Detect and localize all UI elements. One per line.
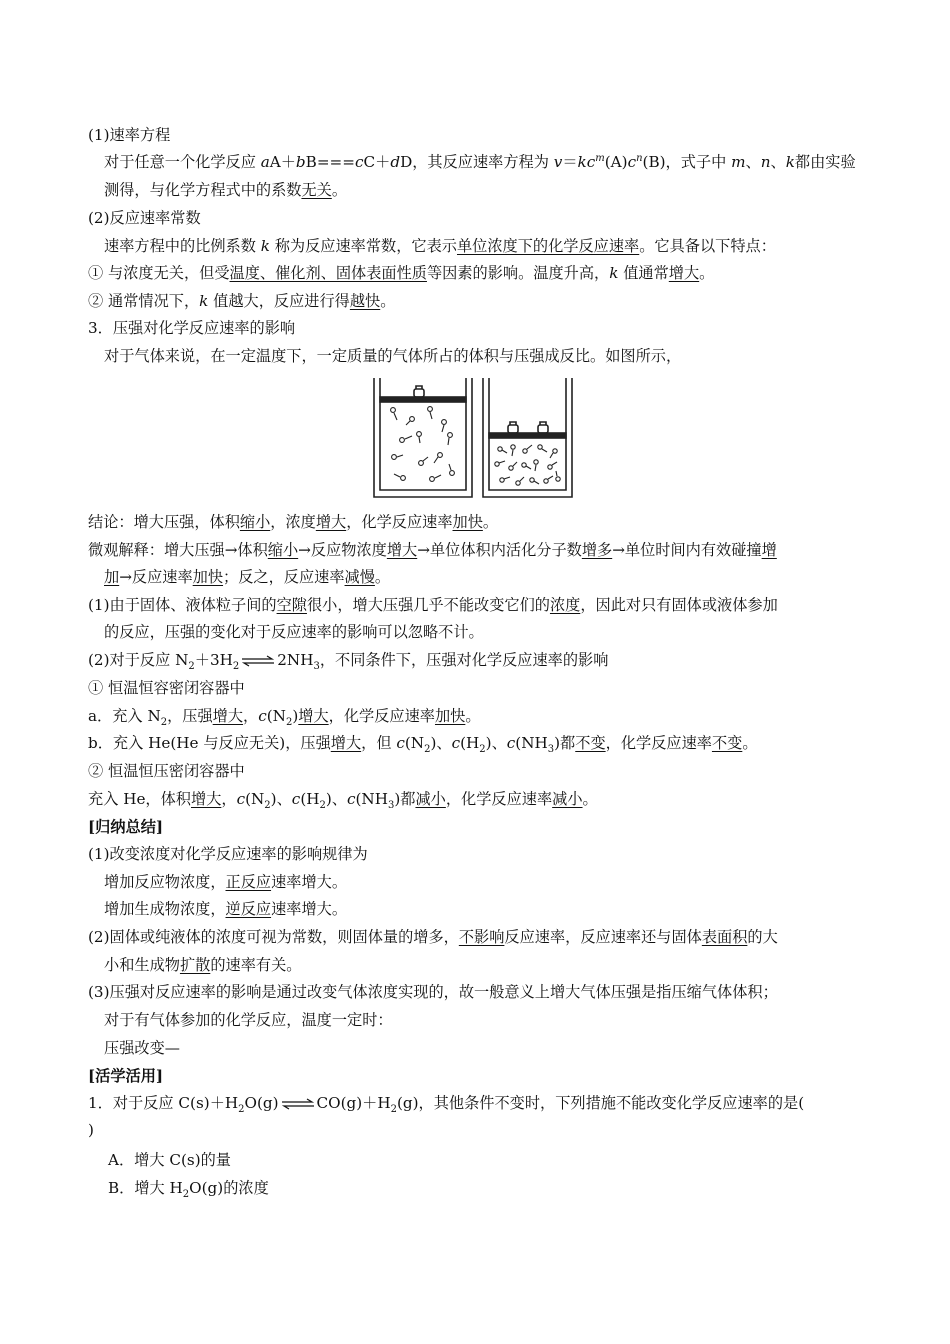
constant-volume-heading: ① 恒温恒容密闭容器中 xyxy=(88,679,245,697)
rate-equation-heading: (1)速率方程 xyxy=(88,126,171,144)
gas-container-figure xyxy=(372,377,577,499)
practice-heading: [活学活用] xyxy=(88,1067,164,1085)
right-piston xyxy=(489,433,566,438)
summary-heading: [归纳总结] xyxy=(88,818,164,836)
summary-2b: 小和生成物扩散的速率有关。 xyxy=(104,956,302,974)
option-b: B．增大 $H_2O(g)$的浓度 xyxy=(108,1179,269,1201)
pressure-intro: 对于气体来说，在一定温度下，一定质量的气体所占的体积与压强成反比。如图所示， xyxy=(104,347,682,365)
note-solid-liquid: (1)由于固体、液体粒子间的空隙很小，增大压强几乎不能改变它们的浓度，因此对只有固体或液体参加 xyxy=(88,596,778,614)
reaction-n2-h2: (2)对于反应 $N_2+3H_2$ $2NH_3$，不同条件下，压强对化学反应速率的影响 xyxy=(88,651,609,673)
rate-equation-text-2: 测得，与化学方程式中的系数无关。 xyxy=(104,181,347,199)
note-solid-liquid-2: 的反应，压强的变化对于反应速率的影响可以忽略不计。 xyxy=(104,623,484,641)
summary-3b: 对于有气体参加的化学反应，温度一定时： xyxy=(104,1011,393,1029)
option-a: A．增大 C(s)的量 xyxy=(108,1151,231,1169)
micro-explanation: 微观解释：增大压强→体积缩小→反应物浓度增大→单位体积内活化分子数增多→单位时间内有效碰撞增 xyxy=(88,541,777,559)
summary-1a: 增加反应物浓度，正反应速率增大。 xyxy=(104,873,347,891)
summary-1: (1)改变浓度对化学反应速率的影响规律为 xyxy=(88,845,368,863)
rate-constant-point-2: ② 通常情况下，k 值越大，反应进行得越快。 xyxy=(88,292,396,310)
reversible-arrow-icon xyxy=(241,655,275,667)
case-c: 充入 He，体积增大，$c(N_2)$、$c(H_2)$、$c(NH_3)$都减小，化学反应速率减小。 xyxy=(88,790,598,812)
summary-2: (2)固体或纯液体的浓度可视为常数，则固体量的增多，不影响反应速率，反应速率还与固体表面积的大 xyxy=(88,928,778,946)
summary-3: (3)压强对反应速率的影响是通过改变气体浓度实现的，故一般意义上增大气体压强是指压缩气体体积； xyxy=(88,983,778,1001)
constant-pressure-heading: ② 恒温恒压密闭容器中 xyxy=(88,762,245,780)
case-b: b．充入 He(He 与反应无关)，压强增大，但 $c(N_2)$、$c(H_2)$、$c(NH_3)$都不变，化学反应速率不变。 xyxy=(88,734,758,756)
pressure-conclusion: 结论：增大压强，体积缩小，浓度增大，化学反应速率加快。 xyxy=(88,513,499,531)
micro-explanation-2: 加→反应速率加快；反之，反应速率减慢。 xyxy=(104,568,391,586)
rate-equation-text: 对于任意一个化学反应 aA＋bB===cC＋dD，其反应速率方程为 $v=kc^m(A)c^n(B)$，式子中 m、n、k都由实验 xyxy=(104,152,856,171)
left-piston xyxy=(380,397,466,402)
rate-constant-text: 速率方程中的比例系数 k 称为反应速率常数，它表示单位浓度下的化学反应速率。它具备以下特点： xyxy=(104,237,776,255)
rate-constant-heading: (2)反应速率常数 xyxy=(88,209,201,227)
summary-1b: 增加生成物浓度，逆反应速率增大。 xyxy=(104,900,347,918)
case-a: a．充入 $N_2$，压强增大，$c(N_2)$增大，化学反应速率加快。 xyxy=(88,707,481,729)
question-1-bracket: ) xyxy=(88,1121,94,1139)
summary-3c: 压强改变— xyxy=(104,1039,180,1057)
question-1: 1．对于反应 $C(s)+H_2O(g)$ $CO(g)+H_2(g)$，其他条件不变时，下列措施不能改变化学反应速率的是( xyxy=(88,1094,805,1116)
rate-constant-point-1: ① 与浓度无关，但受温度、催化剂、固体表面性质等因素的影响。温度升高，k 值通常增大。 xyxy=(88,264,715,282)
pressure-section-heading: 3．压强对化学反应速率的影响 xyxy=(88,319,296,337)
reversible-arrow-icon xyxy=(281,1098,315,1110)
